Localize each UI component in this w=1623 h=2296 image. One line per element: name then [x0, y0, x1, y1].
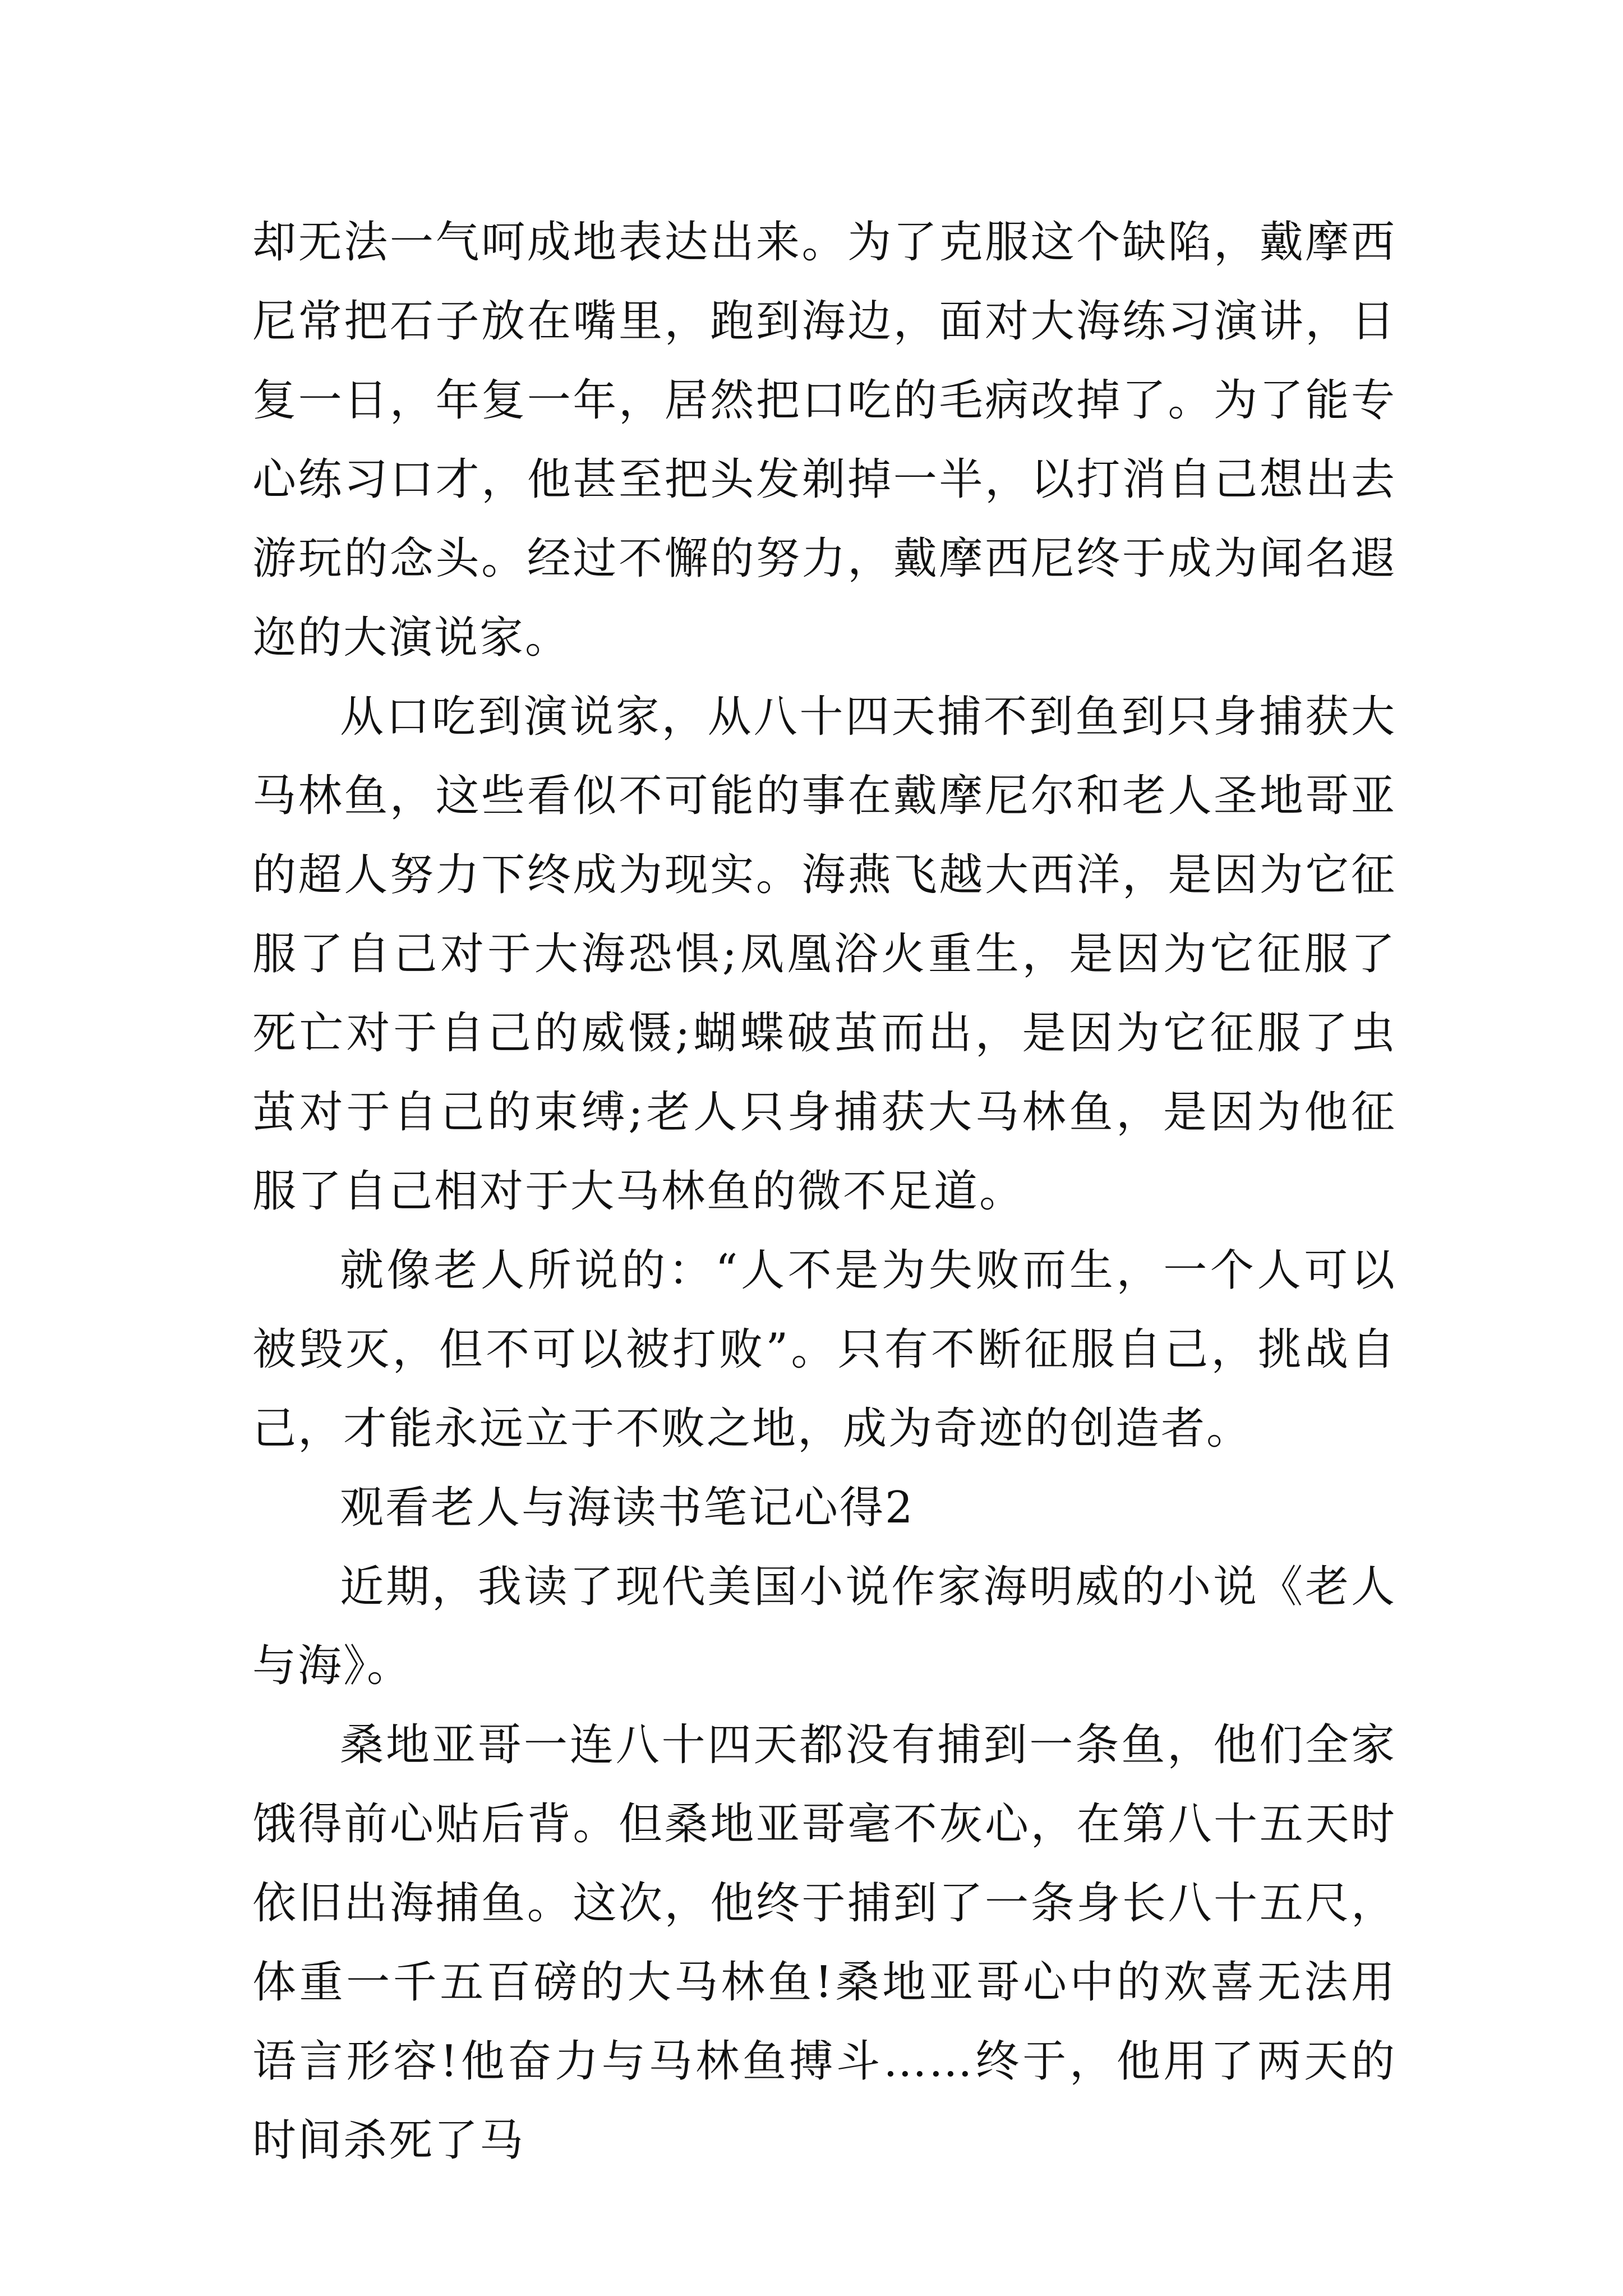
paragraph-continuation: 却无法一气呵成地表达出来。为了克服这个缺陷，戴摩西尼常把石子放在嘴里，跑到海边，面对大海练习演讲，日复一日，年复一年，居然把口吃的毛病改掉了。为了能专心练习口才，他甚至把头发剃掉一半，以打消自己想出去游玩的念头。经过不懈的努力，戴摩西尼终于成为闻名遐迩的大演说家。 [252, 217, 1396, 663]
document-body [252, 203, 1396, 2180]
paragraph-reflection: 从口吃到演说家，从八十四天捕不到鱼到只身捕获大马林鱼，这些看似不可能的事在戴摩尼尔和老人圣地哥亚的超人努力下终成为现实。海燕飞越大西洋，是因为它征服了自己对于大海恐惧;凤凰浴火重生，是因为它征服了死亡对于自己的威慑;蝴蝶破茧而出，是因为它征服了虫茧对于自己的束缚;老人只身捕获大马林鱼，是因为他征服了自己相对于大马林鱼的微不足道。 [252, 692, 1396, 1217]
paragraph-quote: 就像老人所说的：“人不是为失败而生，一个人可以被毁灭，但不可以被打败”。只有不断征服自己，挑战自己，才能永远立于不败之地，成为奇迹的创造者。 [252, 1245, 1396, 1454]
paragraph-intro: 近期，我读了现代美国小说作家海明威的小说《老人与海》。 [252, 1562, 1396, 1691]
section-heading: 观看老人与海读书笔记心得2 [340, 1483, 915, 1533]
paragraph-story: 桑地亚哥一连八十四天都没有捕到一条鱼，他们全家饿得前心贴后背。但桑地亚哥毫不灰心，在第八十五天时依旧出海捕鱼。这次，他终于捕到了一条身长八十五尺，体重一千五百磅的大马林鱼!桑地亚哥心中的欢喜无法用语言形容!他奋力与马林鱼搏斗……终于，他用了两天的时间杀死了马 [252, 1720, 1396, 2166]
